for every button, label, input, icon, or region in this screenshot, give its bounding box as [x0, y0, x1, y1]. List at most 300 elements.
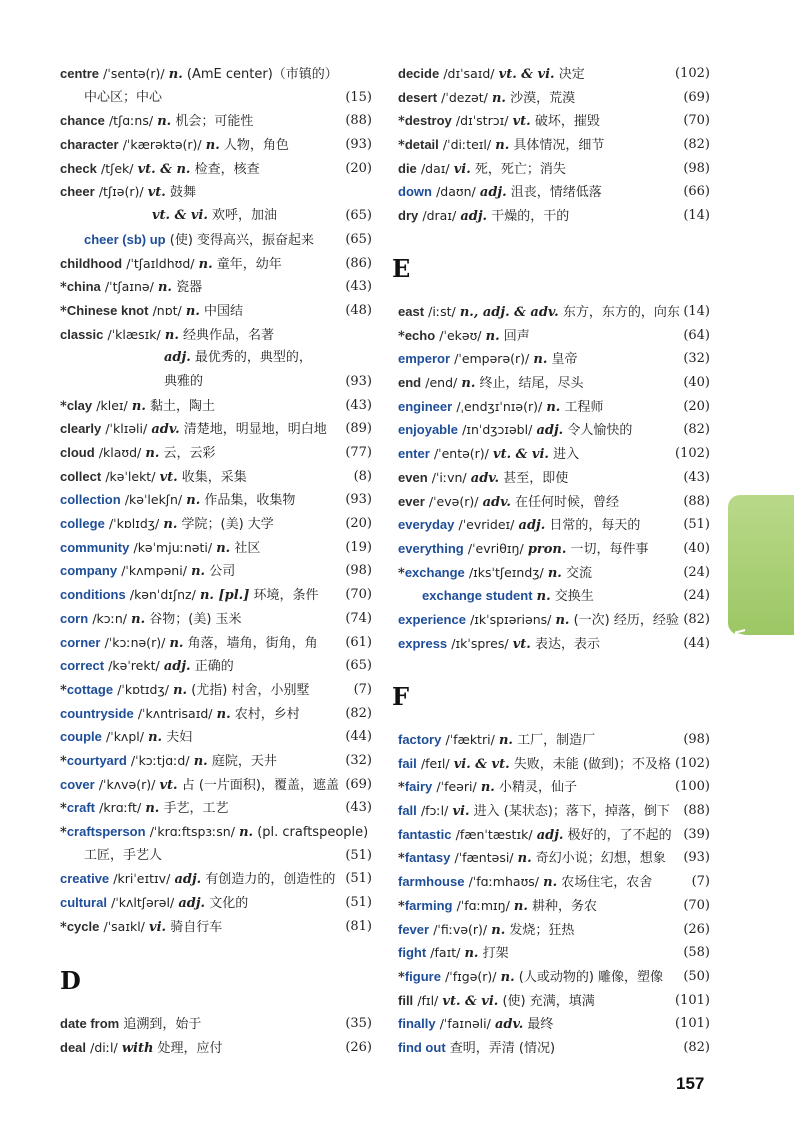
page-reference: (102) — [675, 66, 710, 81]
page-reference: (93) — [345, 373, 372, 389]
page-reference: (102) — [675, 755, 710, 771]
wordlist-entry — [398, 204, 710, 228]
page-reference: (98) — [345, 563, 372, 579]
wordlist-entry — [60, 749, 372, 773]
part-of-speech: n. [pl.] — [199, 588, 250, 604]
wordlist-entry — [60, 773, 372, 797]
wordlist-entry — [60, 394, 372, 418]
headword: craft — [66, 800, 95, 816]
headword: fail — [398, 755, 417, 771]
headword: even — [398, 469, 428, 485]
wordlist-entry — [60, 844, 372, 868]
wordlist-entry — [60, 796, 372, 820]
headword: chance — [60, 113, 105, 129]
definition: 学院；(美) 大学 — [181, 517, 274, 533]
wordlist-entry — [398, 989, 710, 1013]
headword: college — [60, 516, 105, 532]
phonetic: /krɑːft/ — [99, 800, 142, 816]
part-of-speech: vt. — [159, 777, 178, 793]
wordlist-entry — [60, 512, 372, 536]
phonetic: /ˈsaɪkl/ — [103, 918, 145, 934]
part-of-speech: vt. & vi. — [498, 67, 555, 82]
headword: echo — [404, 327, 436, 343]
headword: emperor — [398, 351, 451, 367]
definition: (一次) 经历，经验 — [573, 612, 679, 628]
wordlist-entry — [398, 965, 710, 989]
wordlist-entry — [60, 891, 372, 915]
wordlist-entry — [398, 775, 710, 799]
part-of-speech: adj. — [460, 209, 488, 225]
part-of-speech: n. — [517, 851, 532, 867]
definition: 在任何时候，曾经 — [515, 494, 620, 510]
part-of-speech: vt. — [159, 469, 178, 485]
wordlist-entry — [60, 370, 372, 394]
page-reference: (43) — [345, 800, 372, 816]
definition: 终止，结尾，尽头 — [479, 376, 584, 392]
part-of-speech: n. — [500, 969, 515, 985]
phonetic: /ˈfɪgə(r)/ — [445, 968, 497, 984]
headword: fairy — [404, 779, 433, 795]
phonetic: /ˈkɒlɪdʒ/ — [108, 516, 160, 532]
part-of-speech: n. — [131, 611, 146, 627]
headword: cottage — [66, 681, 114, 697]
part-of-speech: adv. — [494, 1017, 524, 1033]
definition: 正确的 — [194, 659, 234, 675]
wordlist-entry — [60, 631, 372, 655]
wordlist-entry — [60, 559, 372, 583]
definition: (pl. craftspeople) — [257, 825, 369, 840]
definition: 最终 — [527, 1017, 554, 1033]
part-of-speech: n. — [536, 589, 551, 605]
part-of-speech: n. — [145, 801, 160, 817]
definition: 庭院，天井 — [211, 753, 277, 769]
wordlist-entry — [60, 607, 372, 631]
part-of-speech: adj. — [536, 827, 564, 843]
phonetic: /ˈkɔːnə(r)/ — [104, 634, 166, 650]
headword: figure — [404, 968, 441, 984]
definition: 死，死亡；消失 — [474, 161, 566, 177]
phonetic: /nɒt/ — [152, 302, 182, 318]
definition: 童年，幼年 — [216, 256, 282, 272]
wordlist-entry — [398, 561, 710, 585]
wordlist-entry — [398, 894, 710, 918]
wordlist-entry — [398, 728, 710, 752]
page-reference: (70) — [683, 897, 710, 913]
section-f-list — [398, 728, 710, 1060]
star-marker: * — [398, 114, 405, 130]
headword: classic — [60, 326, 104, 342]
part-of-speech: n. — [547, 565, 562, 581]
headword: decide — [398, 66, 440, 81]
definition: (人或动物的) 雕像，塑像 — [518, 969, 664, 985]
headword: correct — [60, 658, 105, 674]
headword: community — [60, 539, 130, 555]
definition: 查明，弄清 (情况) — [449, 1040, 556, 1056]
page-reference: (7) — [691, 874, 710, 890]
headword: down — [398, 184, 432, 200]
headword: destroy — [404, 113, 452, 129]
headword: clay — [66, 397, 93, 413]
headword: factory — [398, 732, 442, 747]
definition: 云，云彩 — [163, 446, 216, 461]
page-reference: (26) — [345, 1039, 372, 1055]
headword: dry — [398, 208, 419, 224]
wordlist-entry — [398, 109, 710, 133]
phonetic: /ˈfeəri/ — [436, 779, 477, 795]
part-of-speech: vt. — [512, 114, 531, 130]
part-of-speech: n. — [216, 540, 231, 556]
part-of-speech: adv. — [470, 470, 500, 486]
phonetic: /kəˈlekt/ — [105, 468, 156, 484]
wordlist-entry — [398, 941, 710, 965]
part-of-speech: adj. — [164, 350, 191, 366]
part-of-speech: vi. — [452, 804, 470, 820]
headword: check — [60, 160, 97, 176]
definition: 最优秀的，典型的， — [194, 350, 312, 366]
page-reference: (86) — [345, 255, 372, 271]
page-reference: (88) — [683, 493, 710, 509]
part-of-speech: n. — [131, 398, 146, 414]
star-marker: * — [60, 280, 67, 296]
part-of-speech: n. — [216, 706, 231, 722]
headword: enjoyable — [398, 422, 458, 438]
wordlist-entry — [60, 820, 372, 844]
definition: 交换生 — [554, 589, 594, 605]
headword: courtyard — [66, 752, 127, 768]
definition: 耕种，务农 — [532, 898, 598, 914]
star-marker: * — [60, 303, 67, 319]
phonetic: /ˈfɑːmhaʊs/ — [468, 874, 540, 890]
part-of-speech: adv. — [482, 494, 511, 510]
page-reference: (89) — [345, 421, 372, 437]
phonetic: /ˈkʌmpəni/ — [121, 563, 187, 579]
wordlist-entry — [398, 513, 710, 537]
phonetic: /ˈdiːteɪl/ — [442, 137, 492, 153]
phonetic: /ˈklæsɪk/ — [107, 326, 161, 342]
definition: 皇帝 — [551, 352, 578, 368]
page-reference: (40) — [683, 540, 710, 556]
headword: fall — [398, 803, 417, 819]
phonetic: /ˈentə(r)/ — [433, 446, 489, 462]
page-number: 157 — [676, 1074, 705, 1093]
headword: desert — [398, 89, 438, 105]
definition: 检查，核查 — [194, 161, 260, 177]
headword: couple — [60, 729, 102, 745]
definition: 清楚地，明显地，明白地 — [183, 422, 327, 438]
definition: 处理，应付 — [157, 1040, 223, 1056]
part-of-speech: n. — [157, 114, 172, 130]
definition: (尤指) 村舍，小别墅 — [191, 682, 310, 698]
definition: 决定 — [558, 67, 585, 82]
definition: 日常的，每天的 — [549, 518, 641, 534]
headword: fight — [398, 945, 427, 961]
definition: 中国结 — [204, 303, 244, 319]
left-column — [60, 62, 372, 938]
headword: creative — [60, 871, 110, 887]
page-reference: (58) — [683, 945, 710, 961]
part-of-speech: adj. — [479, 185, 507, 201]
wordlist-entry — [398, 846, 710, 870]
definition: 人物，角色 — [223, 138, 289, 154]
section-letter-d: D — [60, 966, 81, 995]
star-marker: * — [398, 565, 405, 581]
definition: 社区 — [234, 540, 261, 556]
wordlist-entry — [60, 323, 372, 347]
page-reference: (82) — [683, 611, 710, 627]
part-of-speech: n. — [191, 564, 206, 580]
phonetic: /ˈkærəktə(r)/ — [122, 137, 202, 153]
wordlist-entry — [60, 583, 372, 607]
wordlist-entry — [398, 752, 710, 776]
part-of-speech: n. — [555, 612, 570, 628]
phonetic: /daɪ/ — [420, 160, 450, 176]
page-reference: (51) — [345, 847, 372, 863]
part-of-speech: n. — [491, 922, 506, 938]
part-of-speech: n. — [164, 327, 179, 343]
definition: 典雅的 — [164, 373, 204, 389]
headword: find out — [398, 1039, 446, 1055]
definition: 小精灵，仙子 — [498, 780, 577, 796]
headword: end — [398, 375, 422, 391]
headword: company — [60, 563, 118, 579]
headword: farming — [404, 897, 453, 913]
definition: 工匠，手艺人 — [84, 847, 163, 863]
part-of-speech: n. — [169, 635, 184, 651]
part-of-speech: n. — [498, 733, 513, 748]
wordlist-entry — [60, 86, 372, 110]
page-reference: (15) — [345, 89, 372, 105]
wordlist-tab-label: Wordlist — [731, 629, 748, 689]
part-of-speech: vi. & vt. — [453, 756, 510, 772]
headword: fill — [398, 992, 414, 1008]
phonetic: /kriˈeɪtɪv/ — [113, 871, 171, 887]
phonetic: /ˈkɔːtjɑːd/ — [130, 752, 190, 768]
wordlist-entry — [60, 62, 372, 86]
definition: 具体情况，细节 — [513, 138, 605, 154]
headword: finally — [398, 1016, 436, 1032]
phonetic: /fɪl/ — [417, 992, 439, 1008]
part-of-speech: n. — [543, 875, 558, 891]
page-reference: (61) — [345, 634, 372, 650]
phonetic: /ɪnˈdʒɔɪəbl/ — [462, 422, 533, 438]
section-letter-e: E — [392, 254, 411, 283]
page-reference: (26) — [683, 921, 710, 937]
headword: express — [398, 635, 448, 651]
definition: 欢呼，加油 — [212, 208, 278, 224]
phonetic: /ˈklɪəli/ — [105, 421, 148, 437]
definition: 沙漠，荒漠 — [510, 90, 576, 106]
star-marker: * — [60, 825, 67, 840]
page-reference: (64) — [683, 327, 710, 343]
star-marker: * — [60, 398, 67, 414]
headword: die — [398, 160, 417, 176]
definition: 东方，东方的，向东 — [562, 305, 680, 320]
definition: 破坏，摧毁 — [534, 114, 600, 130]
wordlist-entry — [60, 346, 372, 370]
headword: corn — [60, 610, 89, 626]
definition: 有创造力的，创造性的 — [205, 872, 336, 888]
part-of-speech: adj. — [163, 659, 191, 675]
page-reference: (69) — [345, 776, 372, 792]
wordlist-entry — [398, 799, 710, 823]
star-marker: * — [60, 753, 67, 769]
headword: cheer (sb) up — [84, 231, 166, 247]
part-of-speech: n. — [185, 303, 200, 319]
wordlist-side-tab[interactable] — [728, 495, 794, 689]
page-reference: (70) — [345, 587, 372, 603]
page-reference: (43) — [345, 279, 372, 295]
part-of-speech: vt. & vi. — [493, 447, 549, 463]
star-marker: * — [398, 138, 405, 154]
headword: deal — [60, 1039, 87, 1055]
phonetic: /ˈdezət/ — [441, 89, 488, 105]
definition: 机会；可能性 — [175, 114, 254, 130]
phonetic: /end/ — [425, 375, 458, 391]
wordlist-entry — [60, 725, 372, 749]
phonetic: /iːst/ — [428, 304, 456, 319]
headword: collect — [60, 468, 102, 484]
page-reference: (93) — [345, 137, 372, 153]
page-reference: (7) — [353, 681, 372, 697]
page-reference: (50) — [683, 968, 710, 984]
page-reference: (82) — [683, 1039, 710, 1055]
wordlist-entry — [60, 275, 372, 299]
headword: fever — [398, 921, 430, 937]
wordlist-entry — [60, 441, 372, 465]
page-reference: (24) — [683, 564, 710, 580]
headword: experience — [398, 611, 466, 627]
page-reference: (101) — [675, 1016, 710, 1032]
page-reference: (88) — [683, 803, 710, 819]
phonetic: /daʊn/ — [436, 184, 476, 200]
definition: 公司 — [209, 564, 236, 580]
phonetic: /kəˈmjuːnəti/ — [133, 539, 213, 555]
definition: 农场住宅，农舍 — [561, 875, 653, 891]
wordlist-entry — [398, 1036, 710, 1060]
part-of-speech: n. — [239, 825, 254, 840]
wordlist-entry — [60, 417, 372, 441]
star-marker: * — [398, 328, 405, 344]
page-reference: (100) — [675, 779, 710, 795]
wordlist-entry — [60, 465, 372, 489]
definition: 发烧；狂热 — [509, 922, 575, 938]
part-of-speech: n. — [148, 730, 163, 746]
definition: 环境，条件 — [253, 588, 319, 604]
headword: countryside — [60, 705, 134, 721]
phonetic: /ˈkʌvə(r)/ — [98, 776, 156, 792]
page-reference: (74) — [345, 610, 372, 626]
page-reference: (8) — [353, 468, 372, 484]
definition: 手艺，工艺 — [163, 801, 229, 817]
part-of-speech: with — [121, 1040, 154, 1056]
wordlist-entry — [398, 466, 710, 490]
part-of-speech: n. — [461, 376, 476, 392]
page-reference: (20) — [345, 516, 372, 532]
headword: craftsperson — [66, 824, 146, 839]
part-of-speech: n. — [546, 399, 561, 415]
headword: centre — [60, 66, 100, 81]
page-reference: (35) — [345, 1016, 372, 1031]
page-reference: (40) — [683, 375, 710, 391]
part-of-speech: adj. — [178, 896, 206, 912]
headword: fantasy — [404, 850, 451, 866]
part-of-speech: n. — [513, 898, 528, 914]
phonetic: /kleɪ/ — [96, 397, 128, 413]
wordlist-entry — [60, 252, 372, 276]
page-reference: (51) — [683, 517, 710, 533]
definition: 角落，墙角，街角，角 — [187, 635, 318, 651]
part-of-speech: vt. — [512, 636, 531, 652]
page-reference: (65) — [345, 658, 372, 674]
section-e-list — [398, 300, 710, 655]
phonetic: /ˈkɒtɪdʒ/ — [117, 681, 169, 697]
part-of-speech: vt. & vi. — [442, 993, 499, 1009]
page-reference: (32) — [683, 351, 710, 367]
phonetic: /ˈevə(r)/ — [428, 493, 479, 509]
page-reference: (48) — [345, 302, 372, 318]
page-reference: (81) — [345, 918, 372, 934]
phonetic: /ˌendʒɪˈnɪə(r)/ — [456, 398, 543, 414]
definition: 作品集，收集物 — [204, 493, 296, 509]
phonetic: /ˈfaɪnəli/ — [439, 1016, 491, 1032]
definition: 交流 — [565, 565, 592, 581]
headword: childhood — [60, 255, 123, 271]
definition: 甚至，即使 — [503, 470, 569, 486]
star-marker: * — [398, 780, 405, 796]
wordlist-entry — [60, 915, 372, 939]
definition: 夫妇 — [166, 730, 193, 746]
page-reference: (69) — [683, 89, 710, 105]
phonetic: /ˈiːvn/ — [431, 469, 467, 485]
wordlist-entry — [398, 608, 710, 632]
headword: collection — [60, 492, 121, 508]
phonetic: /ɪkˈspres/ — [451, 635, 509, 651]
page-reference: (66) — [683, 184, 710, 200]
phonetic: /ˈempərə(r)/ — [454, 351, 530, 367]
wordlist-entry — [398, 918, 710, 942]
definition: 占 (一片面积)，覆盖，遮盖 — [181, 777, 339, 793]
wordlist-entry — [398, 418, 710, 442]
part-of-speech: n. — [533, 352, 548, 368]
page-reference: (20) — [345, 160, 372, 176]
definition: 干燥的，干的 — [491, 209, 570, 225]
phonetic: /fɔːl/ — [420, 803, 449, 819]
page-reference: (88) — [345, 113, 372, 129]
phonetic: /faɪt/ — [430, 945, 461, 961]
part-of-speech: adj. — [518, 518, 546, 534]
part-of-speech: n. — [173, 682, 188, 698]
headword: ever — [398, 493, 425, 509]
phonetic: /draɪ/ — [422, 208, 457, 224]
headword: clearly — [60, 421, 102, 437]
part-of-speech: pron. — [527, 541, 567, 557]
part-of-speech: n. — [205, 138, 220, 154]
definition: 回声 — [503, 328, 530, 344]
part-of-speech: n. — [145, 446, 160, 461]
page-reference: (82) — [683, 137, 710, 153]
headword: cycle — [66, 918, 100, 934]
headword: character — [60, 137, 119, 153]
part-of-speech: vt. & vi. — [152, 208, 208, 224]
wordlist-entry — [398, 180, 710, 204]
headword: everything — [398, 540, 464, 556]
page-reference: (98) — [683, 160, 710, 176]
wordlist-entry — [60, 1036, 372, 1060]
page-reference: (102) — [675, 446, 710, 462]
part-of-speech: n., adj. & adv. — [459, 305, 559, 320]
page-reference: (101) — [675, 992, 710, 1008]
part-of-speech: n. — [495, 138, 510, 154]
